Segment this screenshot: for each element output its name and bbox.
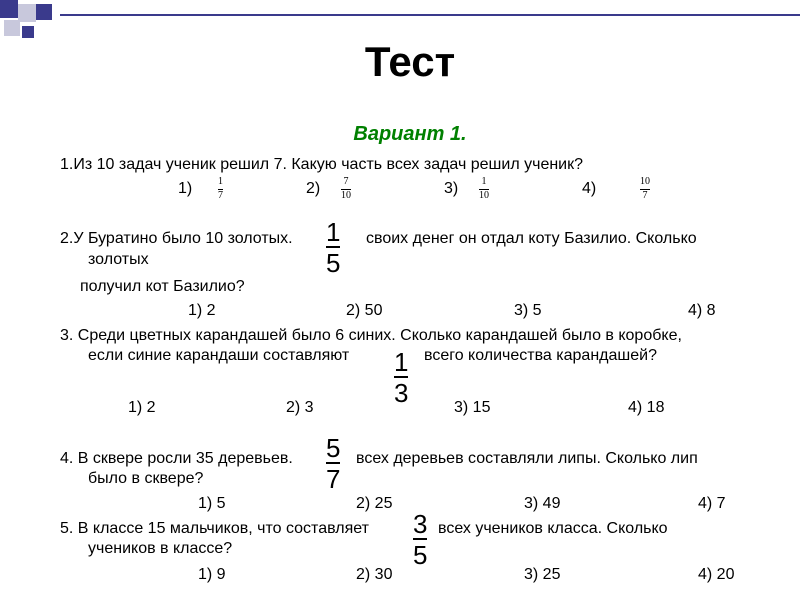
q1-option-1-label: 1) (178, 180, 193, 197)
header-rule (60, 14, 800, 16)
q4-option-4: 4) 7 (698, 495, 726, 512)
q5-fraction (413, 509, 428, 570)
q5-option-3: 3) 25 (524, 566, 561, 583)
variant-heading: Вариант 1. (353, 123, 467, 145)
corner-decoration-square (4, 20, 20, 36)
question-3-text-start: 3. Среди цветных карандашей было 6 синих. Сколько карандашей было в коробке, (60, 327, 682, 344)
fraction-numerator: 1 (394, 347, 409, 377)
q1-option-3-label: 3) (444, 180, 459, 197)
q5-option-1: 1) 9 (198, 566, 226, 583)
q1-option-3-fraction (479, 177, 489, 201)
page-title: Тест (364, 38, 456, 85)
q3-option-2: 2) 3 (286, 399, 314, 416)
fraction-denominator: 10 (479, 190, 489, 201)
q1-option-2-label: 2) (306, 180, 321, 197)
q3-option-4: 4) 18 (628, 399, 665, 416)
corner-decoration-square (18, 4, 36, 22)
q2-fraction (326, 217, 341, 278)
fraction-numerator: 1 (218, 176, 223, 187)
fraction-numerator: 3 (413, 509, 428, 539)
corner-decoration-square (22, 26, 34, 38)
q4-option-2: 2) 25 (356, 495, 393, 512)
fraction-numerator: 10 (640, 176, 650, 187)
fraction-denominator: 5 (413, 540, 428, 570)
fraction-denominator: 7 (326, 464, 341, 494)
q4-option-1: 1) 5 (198, 495, 226, 512)
fraction-numerator: 7 (343, 176, 349, 187)
fraction-denominator: 7 (642, 190, 648, 201)
q3-option-3: 3) 15 (454, 399, 491, 416)
q3-fraction (394, 347, 409, 408)
question-4-text-end: всех деревьев составляли липы. Сколько лип (356, 450, 698, 467)
q2-option-2: 2) 50 (346, 302, 383, 319)
q5-option-4: 4) 20 (698, 566, 735, 583)
q1-option-4-fraction (640, 177, 650, 201)
fraction-denominator: 3 (394, 378, 409, 408)
question-2-text-start: 2.У Буратино было 10 золотых. (60, 230, 293, 247)
q2-option-4: 4) 8 (688, 302, 716, 319)
question-5-text-end: всех учеников класса. Сколько (438, 520, 668, 537)
fraction-numerator: 1 (481, 176, 487, 187)
question-1-text: 1.Из 10 задач ученик решил 7. Какую часть всех задач решил ученик? (60, 156, 584, 173)
q2-option-3: 3) 5 (514, 302, 542, 319)
question-4-text-wrap: было в сквере? (88, 470, 204, 487)
fraction-denominator: 10 (341, 190, 351, 201)
question-5-text-wrap: учеников в классе? (88, 540, 233, 557)
corner-decoration-square (0, 0, 18, 18)
q1-option-1-fraction (218, 177, 223, 201)
fraction-numerator: 1 (326, 217, 341, 247)
question-2-text-wrap: золотых (88, 251, 149, 268)
q4-fraction (326, 433, 341, 494)
q4-option-3: 3) 49 (524, 495, 561, 512)
fraction-numerator: 5 (326, 433, 341, 463)
q2-option-1: 1) 2 (188, 302, 216, 319)
question-2-text-end: своих денег он отдал коту Базилио. Сколько (366, 230, 697, 247)
q3-option-1: 1) 2 (128, 399, 156, 416)
question-4-text-start: 4. В сквере росли 35 деревьев. (60, 450, 293, 467)
question-3-text-mid: если синие карандаши составляют (88, 347, 350, 364)
question-2-text-question: получил кот Базилио? (80, 278, 245, 295)
q1-option-2-fraction (341, 177, 351, 201)
question-5-text-start: 5. В классе 15 мальчиков, что составляет (60, 520, 369, 537)
q5-option-2: 2) 30 (356, 566, 393, 583)
fraction-denominator: 5 (326, 248, 341, 278)
fraction-denominator: 7 (218, 190, 223, 201)
q1-option-4-label: 4) (582, 180, 597, 197)
question-3-text-end: всего количества карандашей? (424, 347, 657, 364)
corner-decoration-square (36, 4, 52, 20)
